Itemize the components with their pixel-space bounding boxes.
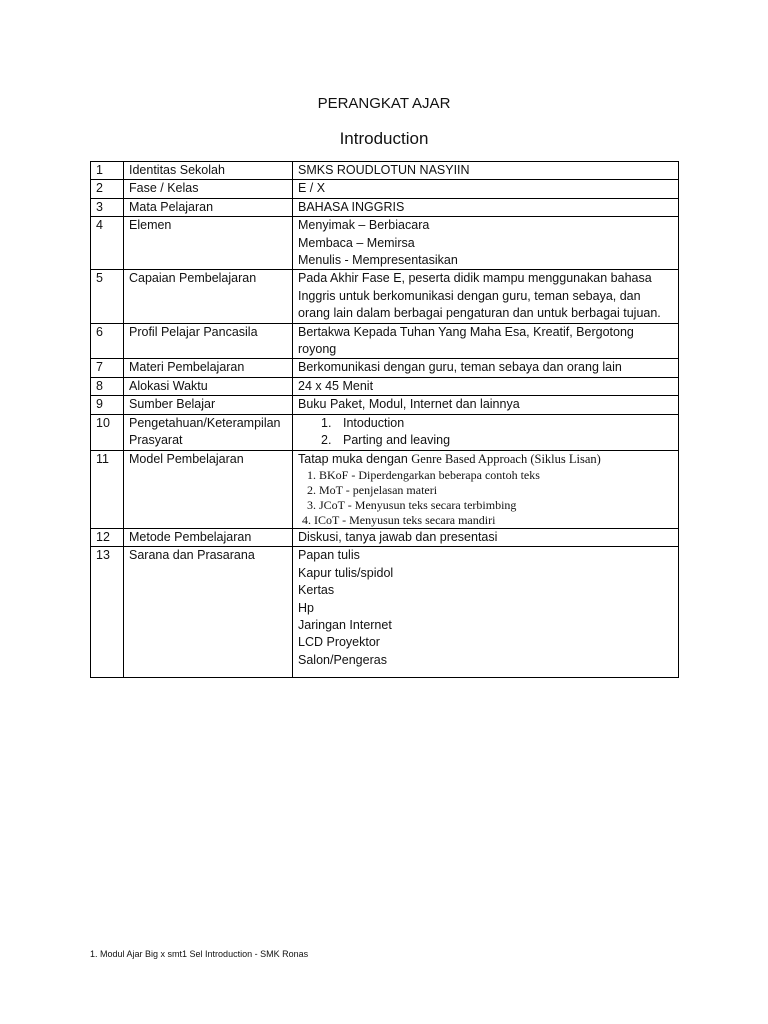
- table-row: [91, 217, 679, 270]
- row-label: Metode Pembelajaran: [124, 528, 293, 546]
- table-row: [91, 377, 679, 395]
- row-number: 12: [91, 528, 124, 546]
- value-line: orang lain dalam berbagai pengaturan dan untuk berbagai tujuan.: [298, 306, 661, 321]
- table-row: [91, 547, 679, 678]
- row-label: Fase / Kelas: [124, 180, 293, 198]
- row-value: Buku Paket, Modul, Internet dan lainnya: [293, 396, 679, 414]
- element-line: Menyimak – Berbiacara: [298, 218, 430, 233]
- row-number: 6: [91, 323, 124, 359]
- value-line: royong: [298, 342, 337, 357]
- row-label: Mata Pelajaran: [124, 198, 293, 216]
- row-value: E / X: [293, 180, 679, 198]
- step-line: 4. ICoT - Menyusun teks secara mandiri: [302, 512, 496, 527]
- list-text: Intoduction: [343, 415, 405, 430]
- row-number: 3: [91, 198, 124, 216]
- row-label: Sarana dan Prasarana: [124, 547, 293, 678]
- row-label: Capaian Pembelajaran: [124, 270, 293, 323]
- table-row: [91, 450, 679, 528]
- element-line: Membaca – Memirsa: [298, 235, 415, 250]
- row-value: [293, 270, 679, 323]
- model-intro: [298, 451, 673, 468]
- row-label: Alokasi Waktu: [124, 377, 293, 395]
- document-title: PERANGKAT AJAR: [317, 95, 451, 112]
- table-row: [91, 359, 679, 377]
- row-label: Profil Pelajar Pancasila: [124, 323, 293, 359]
- table-row: [91, 396, 679, 414]
- row-label: Identitas Sekolah: [124, 162, 293, 180]
- facility-line: Kapur tulis/spidol: [298, 565, 394, 580]
- row-value: BAHASA INGGRIS: [293, 198, 679, 216]
- approach-name: Genre Based Approach (Siklus Lisan): [411, 451, 601, 466]
- step-line: 3. JCoT - Menyusun teks secara terbimbing: [307, 497, 517, 512]
- row-number: 9: [91, 396, 124, 414]
- row-value: Berkomunikasi dengan guru, teman sebaya dan orang lain: [293, 359, 679, 377]
- facility-line: Salon/Pengeras: [298, 652, 387, 667]
- row-value: [293, 547, 679, 678]
- value-line: Bertakwa Kepada Tuhan Yang Maha Esa, Kreatif, Bergotong: [298, 324, 634, 339]
- table-row: [91, 162, 679, 180]
- row-number: 4: [91, 217, 124, 270]
- row-value: [293, 217, 679, 270]
- row-value: [293, 323, 679, 359]
- row-number: 11: [91, 450, 124, 528]
- row-number: 5: [91, 270, 124, 323]
- table-row: [91, 198, 679, 216]
- lesson-plan-table: [90, 161, 679, 678]
- row-value: SMKS ROUDLOTUN NASYIIN: [293, 162, 679, 180]
- footer-note: 1. Modul Ajar Big x smt1 Sel Introduction - SMK Ronas: [90, 949, 309, 959]
- label-line: Pengetahuan/Keterampilan: [129, 415, 281, 430]
- row-number: 10: [91, 414, 124, 450]
- list-number: 2.: [321, 433, 332, 448]
- intro-text: Tatap muka dengan: [298, 451, 412, 466]
- table-row: [91, 414, 679, 450]
- row-number: 13: [91, 547, 124, 678]
- row-label: Model Pembelajaran: [124, 450, 293, 528]
- row-number: 7: [91, 359, 124, 377]
- table-row: [91, 270, 679, 323]
- list-text: Parting and leaving: [343, 433, 451, 448]
- row-number: 2: [91, 180, 124, 198]
- row-label: Materi Pembelajaran: [124, 359, 293, 377]
- row-number: 8: [91, 377, 124, 395]
- element-line: Menulis - Mempresentasikan: [298, 253, 458, 268]
- step-line: 1. BKoF - Diperdengarkan beberapa contoh teks: [307, 467, 540, 482]
- facility-line: LCD Proyektor: [298, 635, 380, 650]
- row-number: 1: [91, 162, 124, 180]
- row-label: Elemen: [124, 217, 293, 270]
- row-value: 24 x 45 Menit: [293, 377, 679, 395]
- list-number: 1.: [321, 415, 332, 430]
- table-row: [91, 323, 679, 359]
- facility-line: Jaringan Internet: [298, 617, 392, 632]
- list-item: [321, 415, 673, 432]
- table-row: [91, 180, 679, 198]
- row-label: [124, 414, 293, 450]
- table-row: [91, 528, 679, 546]
- row-value: [293, 450, 679, 528]
- value-line: Inggris untuk berkomunikasi dengan guru, teman sebaya, dan: [298, 288, 641, 303]
- prerequisite-list: [298, 415, 673, 450]
- list-item: [321, 432, 673, 449]
- facility-line: Hp: [298, 600, 314, 615]
- row-value: [293, 414, 679, 450]
- label-line: Prasyarat: [129, 433, 183, 448]
- step-line: 2. MoT - penjelasan materi: [307, 482, 438, 497]
- facility-line: Kertas: [298, 583, 335, 598]
- facility-line: Papan tulis: [298, 548, 360, 563]
- row-value: Diskusi, tanya jawab dan presentasi: [293, 528, 679, 546]
- row-label: Sumber Belajar: [124, 396, 293, 414]
- value-line: Pada Akhir Fase E, peserta didik mampu menggunakan bahasa: [298, 271, 652, 286]
- document-subtitle: Introduction: [339, 129, 429, 148]
